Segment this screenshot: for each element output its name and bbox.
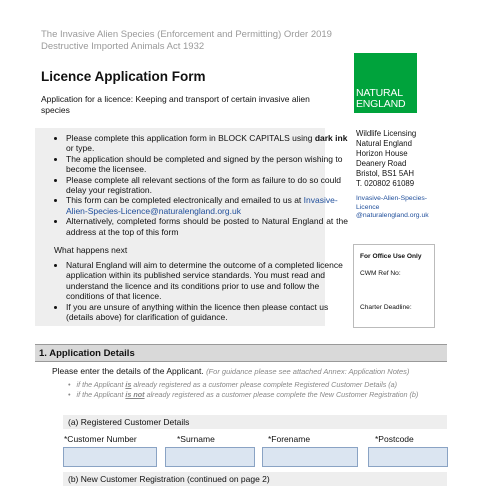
logo-text-line-1: NATURAL (356, 87, 403, 99)
forename-label: *Forename (268, 434, 311, 444)
charter-deadline-label: Charter Deadline: (360, 304, 412, 311)
form-title: Licence Application Form (41, 69, 206, 84)
instruction-item: • Alternatively, completed forms should be posted to Natural England at the address at the top of this form (66, 216, 348, 237)
form-subtitle: Application for a licence: Keeping and transport of certain invasive alien species (41, 94, 310, 115)
instructions-list (35, 133, 348, 237)
email-link[interactable]: Invasive-Alien-Species-Licence@naturalengland.org.uk (66, 195, 338, 216)
section-1-title: 1. Application Details (39, 348, 135, 359)
forename-input[interactable] (262, 447, 358, 467)
what-happens-next-heading: What happens next (54, 245, 128, 255)
surname-input[interactable] (165, 447, 255, 467)
contact-address: Wildlife Licensing Natural England Horizon House Deanery Road Bristol, BS1 5AH T. 020802 61089 (356, 129, 417, 188)
logo-text-line-2: ENGLAND (356, 98, 406, 110)
instruction-item: • Please complete all relevant sections of the form as failure to do so could delay your registration. (66, 175, 348, 196)
instruction-item: • This form can be completed electronically and emailed to us at Invasive-Alien-Species-Licence@naturalengland.org.uk (66, 195, 348, 216)
registered-note: • if the Applicant is already registered as a customer please complete Registered Customer Details (a) (68, 380, 398, 389)
registered-customer-subheader: (a) Registered Customer Details (63, 415, 447, 429)
legislation-line-1: The Invasive Alien Species (Enforcement and Permitting) Order 2019 (41, 29, 332, 40)
instruction-item: • The application should be completed and signed by the person wishing to become the licensee. (66, 154, 348, 175)
new-customer-subheader: (b) New Customer Registration (continued on page 2) (63, 472, 447, 486)
postcode-input[interactable] (368, 447, 448, 467)
postcode-label: *Postcode (375, 434, 414, 444)
new-customer-note: • if the Applicant is not already registered as a customer please complete the New Customer Registration (b) (68, 390, 419, 399)
guidance-note: (For guidance please see attached Annex: Application Notes) (206, 367, 410, 376)
legislation-line-2: Destructive Imported Animals Act 1932 (41, 41, 205, 52)
applicant-instructions: Please enter the details of the Applicant. (For guidance please see attached Annex: Application Notes) (52, 366, 410, 376)
customer-number-input[interactable] (63, 447, 157, 467)
section-1-header (35, 344, 447, 362)
office-use-box (353, 244, 435, 328)
office-use-title: For Office Use Only (360, 253, 422, 260)
contact-email-link[interactable]: Invasive-Alien-Species- Licence @naturalengland.org.uk (356, 195, 429, 220)
customer-number-label: *Customer Number (64, 434, 137, 444)
next-steps-list (35, 260, 348, 322)
instruction-item: • Please complete this application form in BLOCK CAPITALS using dark ink or type. (66, 133, 348, 154)
natural-england-logo (354, 53, 417, 113)
instructions-panel (35, 128, 348, 326)
cwm-ref-label: CWM Ref No: (360, 270, 401, 277)
surname-label: *Surname (177, 434, 215, 444)
next-step-item: • If you are unsure of anything within the licence then please contact us (details above) for clarification of guidance. (66, 302, 348, 323)
next-step-item: • Natural England will aim to determine the outcome of a completed licence application within its published service standards. You must read and understand the licence and its conditions prior to use and follow the conditions of that licence. (66, 260, 348, 302)
